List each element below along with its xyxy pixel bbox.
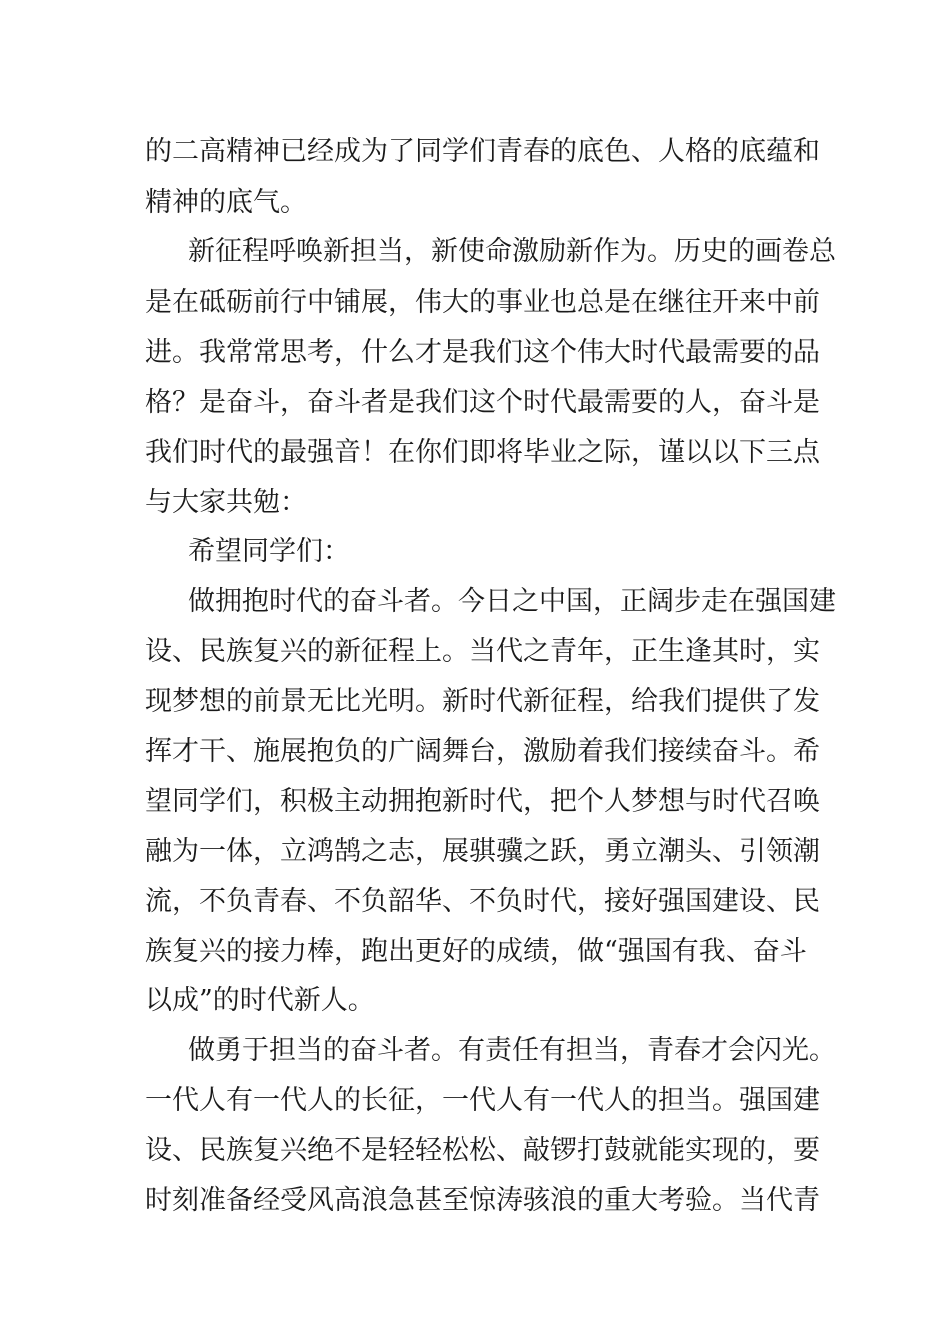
- text-line: 一代人有一代人的长征，一代人有一代人的担当。强国建: [145, 1085, 820, 1116]
- text-line: 格？是奋斗，奋斗者是我们这个时代最需要的人，奋斗是: [145, 387, 820, 418]
- paragraph-start-line: 新征程呼唤新担当，新使命激励新作为。历史的画卷总: [188, 236, 836, 267]
- text-line: 望同学们，积极主动拥抱新时代，把个人梦想与时代召唤: [145, 786, 820, 817]
- paragraph-start-line: 希望同学们：: [188, 536, 350, 567]
- paragraph-start-line: 做拥抱时代的奋斗者。今日之中国，正阔步走在强国建: [188, 586, 836, 617]
- text-line: 以成”的时代新人。: [145, 985, 375, 1016]
- text-line: 是在砥砺前行中铺展，伟大的事业也总是在继往开来中前: [145, 287, 820, 318]
- text-line: 进。我常常思考，什么才是我们这个伟大时代最需要的品: [145, 337, 820, 368]
- text-line: 的二高精神已经成为了同学们青春的底色、人格的底蕴和: [145, 136, 820, 167]
- text-line: 融为一体，立鸿鹄之志，展骐骥之跃，勇立潮头、引领潮: [145, 836, 820, 867]
- text-line: 挥才干、施展抱负的广阔舞台，激励着我们接续奋斗。希: [145, 736, 820, 767]
- text-line: 设、民族复兴绝不是轻轻松松、敲锣打鼓就能实现的，要: [145, 1135, 820, 1166]
- text-line: 时刻准备经受风高浪急甚至惊涛骇浪的重大考验。当代青: [145, 1185, 820, 1216]
- text-line: 设、民族复兴的新征程上。当代之青年，正生逢其时，实: [145, 636, 820, 667]
- text-line: 族复兴的接力棒，跑出更好的成绩，做“强国有我、奋斗: [145, 936, 807, 967]
- paragraph-start-line: 做勇于担当的奋斗者。有责任有担当，青春才会闪光。: [188, 1035, 836, 1066]
- text-line: 流，不负青春、不负韶华、不负时代，接好强国建设、民: [145, 886, 820, 917]
- text-line: 精神的底气。: [145, 187, 307, 218]
- text-line: 与大家共勉：: [145, 487, 307, 518]
- text-line: 我们时代的最强音！在你们即将毕业之际，谨以以下三点: [145, 437, 820, 468]
- text-line: 现梦想的前景无比光明。新时代新征程，给我们提供了发: [145, 686, 820, 717]
